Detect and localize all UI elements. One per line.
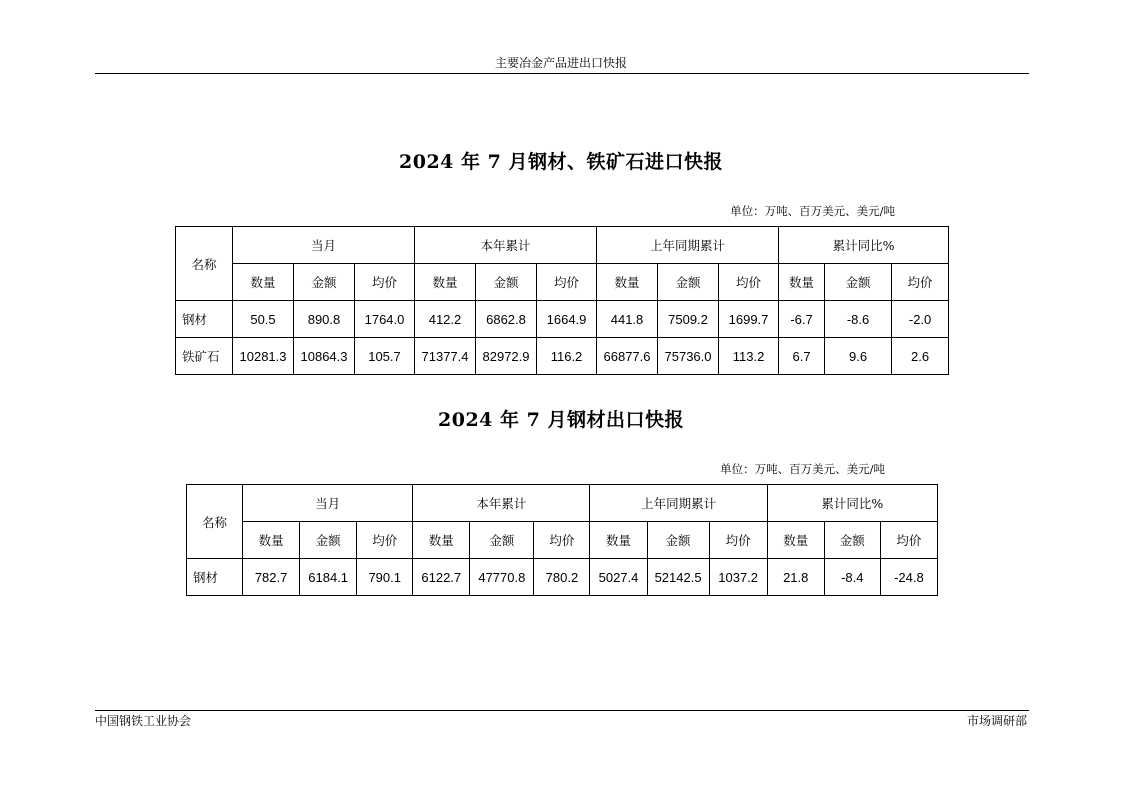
table-cell: 1664.9 [537,301,597,338]
table-cell: 2.6 [892,338,949,375]
subheader-quantity: 数量 [233,264,294,301]
subheader-quantity: 数量 [597,264,658,301]
table-cell: 50.5 [233,301,294,338]
table-row [176,338,949,375]
table-cell: 9.6 [825,338,892,375]
table-row [187,559,938,596]
table-cell: 780.2 [534,559,590,596]
table-cell: 6862.8 [476,301,537,338]
table-cell: 66877.6 [597,338,658,375]
subheader-amount: 金额 [476,264,537,301]
subheader-quantity: 数量 [415,264,476,301]
group-header-current-month: 当月 [243,485,413,522]
subheader-amount: 金额 [824,522,880,559]
table-cell: 52142.5 [647,559,709,596]
table-cell: 6.7 [779,338,825,375]
subheader-amount: 金额 [294,264,355,301]
table-cell: 82972.9 [476,338,537,375]
table-cell: 441.8 [597,301,658,338]
table-cell: 782.7 [243,559,300,596]
import-report-title: 2024 年 7 月钢材、铁矿石进口快报 [399,151,723,173]
table-cell: 75736.0 [658,338,719,375]
table-cell: 71377.4 [415,338,476,375]
subheader-amount: 金额 [300,522,357,559]
footer-rule [95,710,1029,711]
table-cell: 1699.7 [719,301,779,338]
header-rule [95,73,1029,74]
table-cell: 21.8 [767,559,824,596]
group-header-yoy: 累计同比% [779,227,949,264]
subheader-avg-price: 均价 [355,264,415,301]
export-group-header-row [187,485,938,522]
group-header-prior-ytd: 上年同期累计 [597,227,779,264]
export-unit-note: 单位：万吨、百万美元、美元/吨 [720,462,885,476]
subheader-quantity: 数量 [243,522,300,559]
table-cell: 116.2 [537,338,597,375]
subheader-quantity: 数量 [413,522,470,559]
table-cell: 7509.2 [658,301,719,338]
subheader-quantity: 数量 [590,522,647,559]
subheader-amount: 金额 [658,264,719,301]
table-cell: 790.1 [357,559,413,596]
table-cell: -8.6 [825,301,892,338]
subheader-amount: 金额 [825,264,892,301]
table-cell: 5027.4 [590,559,647,596]
table-cell: 105.7 [355,338,415,375]
group-header-ytd: 本年累计 [415,227,597,264]
subheader-quantity: 数量 [779,264,825,301]
subheader-avg-price: 均价 [719,264,779,301]
row-name: 钢材 [187,559,243,596]
export-table [186,484,938,596]
export-subheader-row [187,522,938,559]
table-cell: -8.4 [824,559,880,596]
table-cell: 412.2 [415,301,476,338]
table-cell: 6184.1 [300,559,357,596]
page-header: 主要冶金产品进出口快报 [494,56,627,70]
subheader-avg-price: 均价 [357,522,413,559]
group-header-ytd: 本年累计 [413,485,590,522]
import-group-header-row [176,227,949,264]
name-header: 名称 [187,485,243,559]
table-cell: 6122.7 [413,559,470,596]
table-cell: 113.2 [719,338,779,375]
import-subheader-row [176,264,949,301]
subheader-avg-price: 均价 [534,522,590,559]
table-cell: 890.8 [294,301,355,338]
subheader-amount: 金额 [470,522,534,559]
table-cell: 1037.2 [709,559,767,596]
subheader-avg-price: 均价 [880,522,937,559]
subheader-quantity: 数量 [767,522,824,559]
subheader-avg-price: 均价 [892,264,949,301]
table-cell: 10864.3 [294,338,355,375]
row-name: 钢材 [176,301,233,338]
import-unit-note: 单位：万吨、百万美元、美元/吨 [730,204,895,218]
table-cell: -24.8 [880,559,937,596]
export-report-title: 2024 年 7 月钢材出口快报 [438,409,684,431]
group-header-current-month: 当月 [233,227,415,264]
subheader-amount: 金额 [647,522,709,559]
table-cell: -2.0 [892,301,949,338]
footer-department: 市场调研部 [966,714,1027,728]
subheader-avg-price: 均价 [709,522,767,559]
table-cell: -6.7 [779,301,825,338]
group-header-prior-ytd: 上年同期累计 [590,485,767,522]
table-row [176,301,949,338]
subheader-avg-price: 均价 [537,264,597,301]
footer-organization: 中国钢铁工业协会 [95,714,192,728]
table-cell: 10281.3 [233,338,294,375]
import-table [175,226,949,375]
row-name: 铁矿石 [176,338,233,375]
name-header: 名称 [176,227,233,301]
table-cell: 1764.0 [355,301,415,338]
group-header-yoy: 累计同比% [767,485,937,522]
table-cell: 47770.8 [470,559,534,596]
